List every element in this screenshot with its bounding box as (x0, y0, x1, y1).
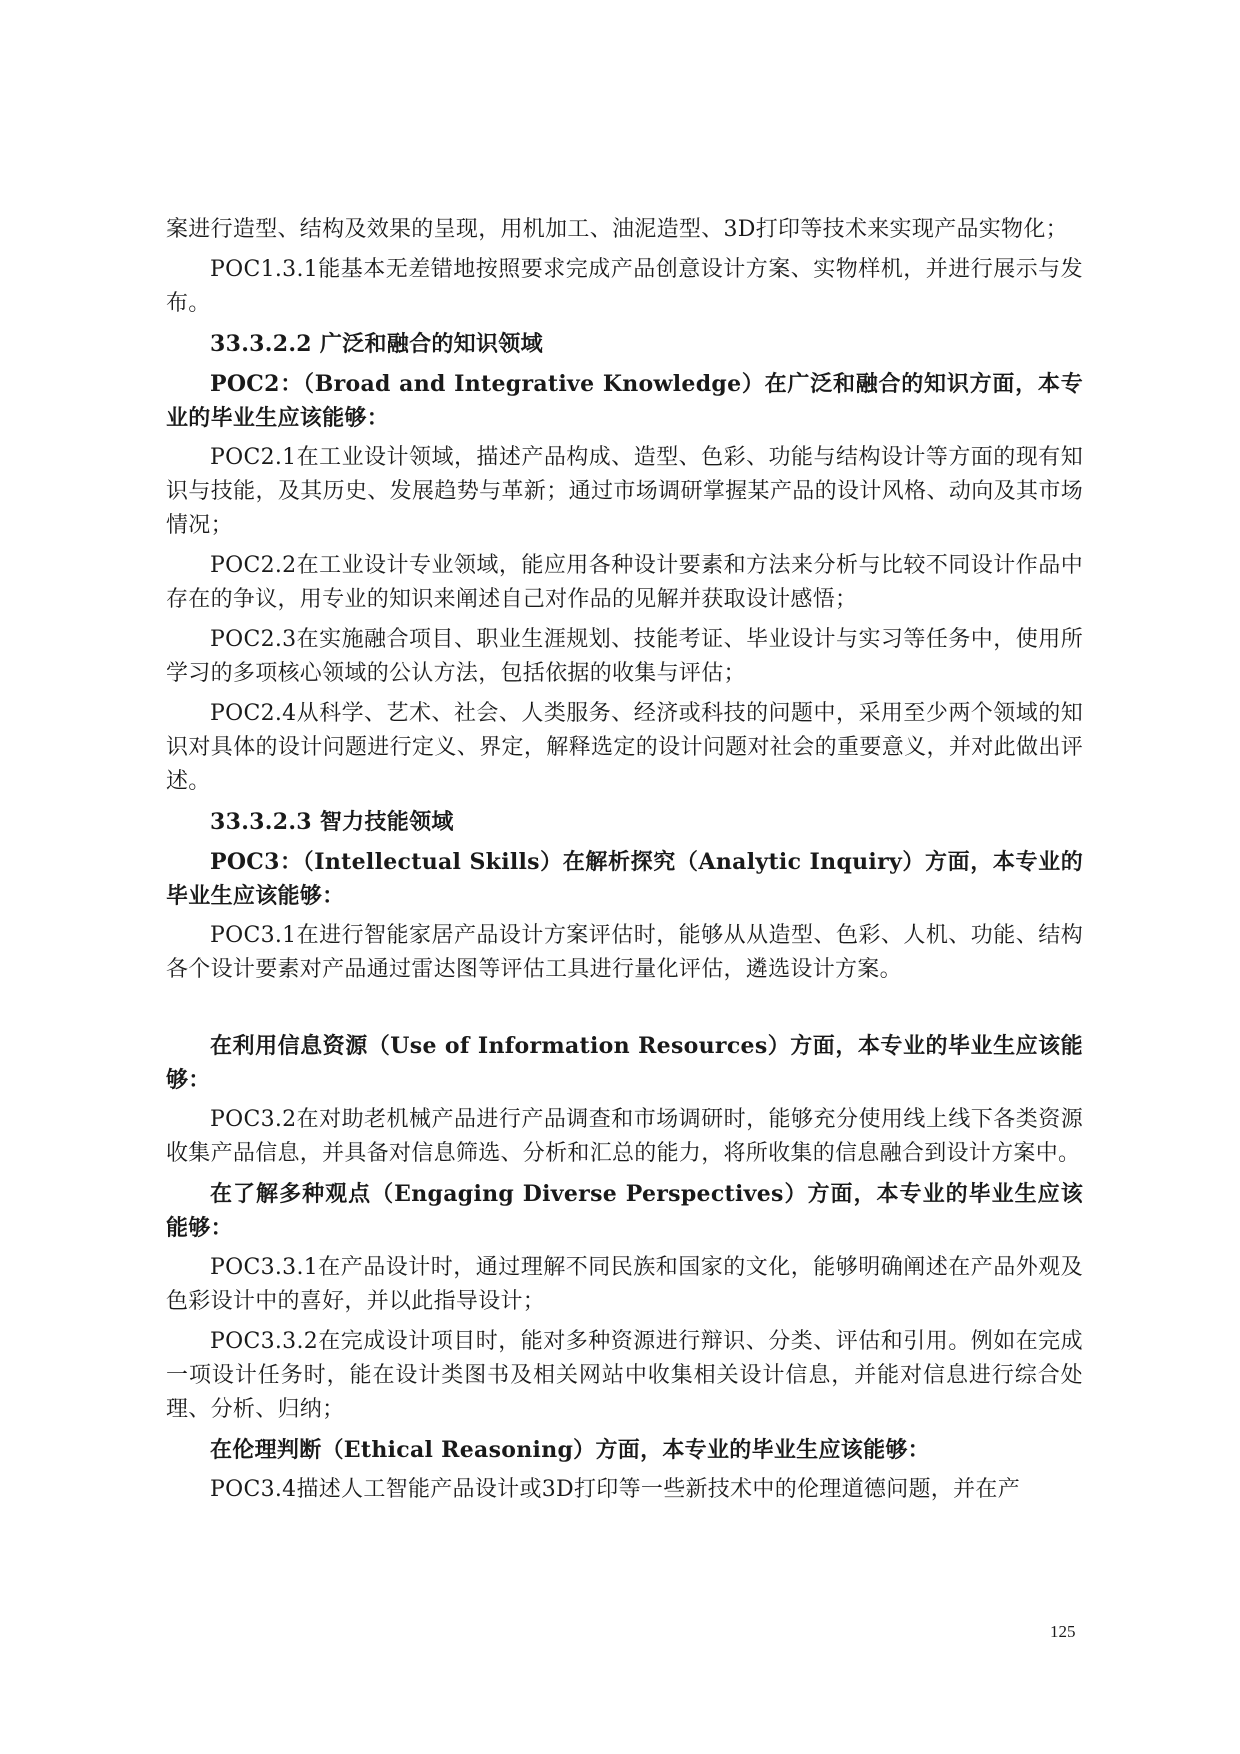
paragraph-poc3-3-2: POC3.3.2在完成设计项目时，能对多种资源进行辩识、分类、评估和引用。例如在完成一项设计任务时，能在设计类图书及相关网站中收集相关设计信息，并能对信息进行综合处理、分析、归纳； (166, 1329, 1083, 1422)
paragraph-poc3-4: POC3.4描述人工智能产品设计或3D打印等一些新技术中的伦理道德问题，并在产 (210, 1477, 1020, 1502)
paragraph-poc3-3-1: POC3.3.1在产品设计时，通过理解不同民族和国家的文化，能够明确阐述在产品外观及色彩设计中的喜好，并以此指导设计； (166, 1255, 1083, 1314)
subheading-ethical-reasoning: 在伦理判断（Ethical Reasoning）方面，本专业的毕业生应该能够： (210, 1437, 930, 1463)
paragraph-poc3-1: POC3.1在进行智能家居产品设计方案评估时，能够从从造型、色彩、人机、功能、结构各个设计要素对产品通过雷达图等评估工具进行量化评估，遴选设计方案。 (166, 923, 1083, 982)
page-number: 125 (1050, 1622, 1076, 1641)
subheading-diverse-perspectives: 在了解多种观点（Engaging Diverse Perspectives）方面，本专业的毕业生应该能够： (166, 1181, 1083, 1241)
paragraph-poc2-3: POC2.3在实施融合项目、职业生涯规划、技能考证、毕业设计与实习等任务中，使用所学习的多项核心领域的公认方法，包括依据的收集与评估； (166, 627, 1083, 686)
paragraph-poc3-2: POC3.2在对助老机械产品进行产品调查和市场调研时，能够充分使用线上线下各类资源收集产品信息，并具备对信息筛选、分析和汇总的能力，将所收集的信息融合到设计方案中。 (166, 1107, 1083, 1166)
paragraph-poc2-1: POC2.1在工业设计领域，描述产品构成、造型、色彩、功能与结构设计等方面的现有知识与技能，及其历史、发展趋势与革新；通过市场调研掌握某产品的设计风格、动向及其市场情况； (166, 445, 1083, 538)
section-heading-33-3-2-2: 33.3.2.2 广泛和融合的知识领域 (210, 331, 543, 357)
subheading-poc2: POC2：（Broad and Integrative Knowledge）在广泛和融合的知识方面，本专业的毕业生应该能够： (166, 371, 1083, 431)
paragraph-continuation: 案进行造型、结构及效果的呈现，用机加工、油泥造型、3D打印等技术来实现产品实物化； (166, 217, 1068, 242)
paragraph-poc1-3-1: POC1.3.1能基本无差错地按照要求完成产品创意设计方案、实物样机，并进行展示与发布。 (166, 257, 1083, 316)
page-body (166, 213, 1083, 1513)
section-heading-33-3-2-3: 33.3.2.3 智力技能领域 (210, 809, 454, 835)
paragraph-poc2-4: POC2.4从科学、艺术、社会、人类服务、经济或科技的问题中，采用至少两个领域的知识对具体的设计问题进行定义、界定，解释选定的设计问题对社会的重要意义，并对此做出评述。 (166, 701, 1083, 794)
paragraph-gap (166, 993, 1083, 1029)
subheading-information-resources: 在利用信息资源（Use of Information Resources）方面，本专业的毕业生应该能够： (166, 1033, 1083, 1093)
paragraph-poc2-2: POC2.2在工业设计专业领域，能应用各种设计要素和方法来分析与比较不同设计作品中存在的争议，用专业的知识来阐述自己对作品的见解并获取设计感悟； (166, 553, 1083, 612)
subheading-poc3: POC3：（Intellectual Skills）在解析探究（Analytic Inquiry）方面，本专业的毕业生应该能够： (166, 849, 1083, 909)
